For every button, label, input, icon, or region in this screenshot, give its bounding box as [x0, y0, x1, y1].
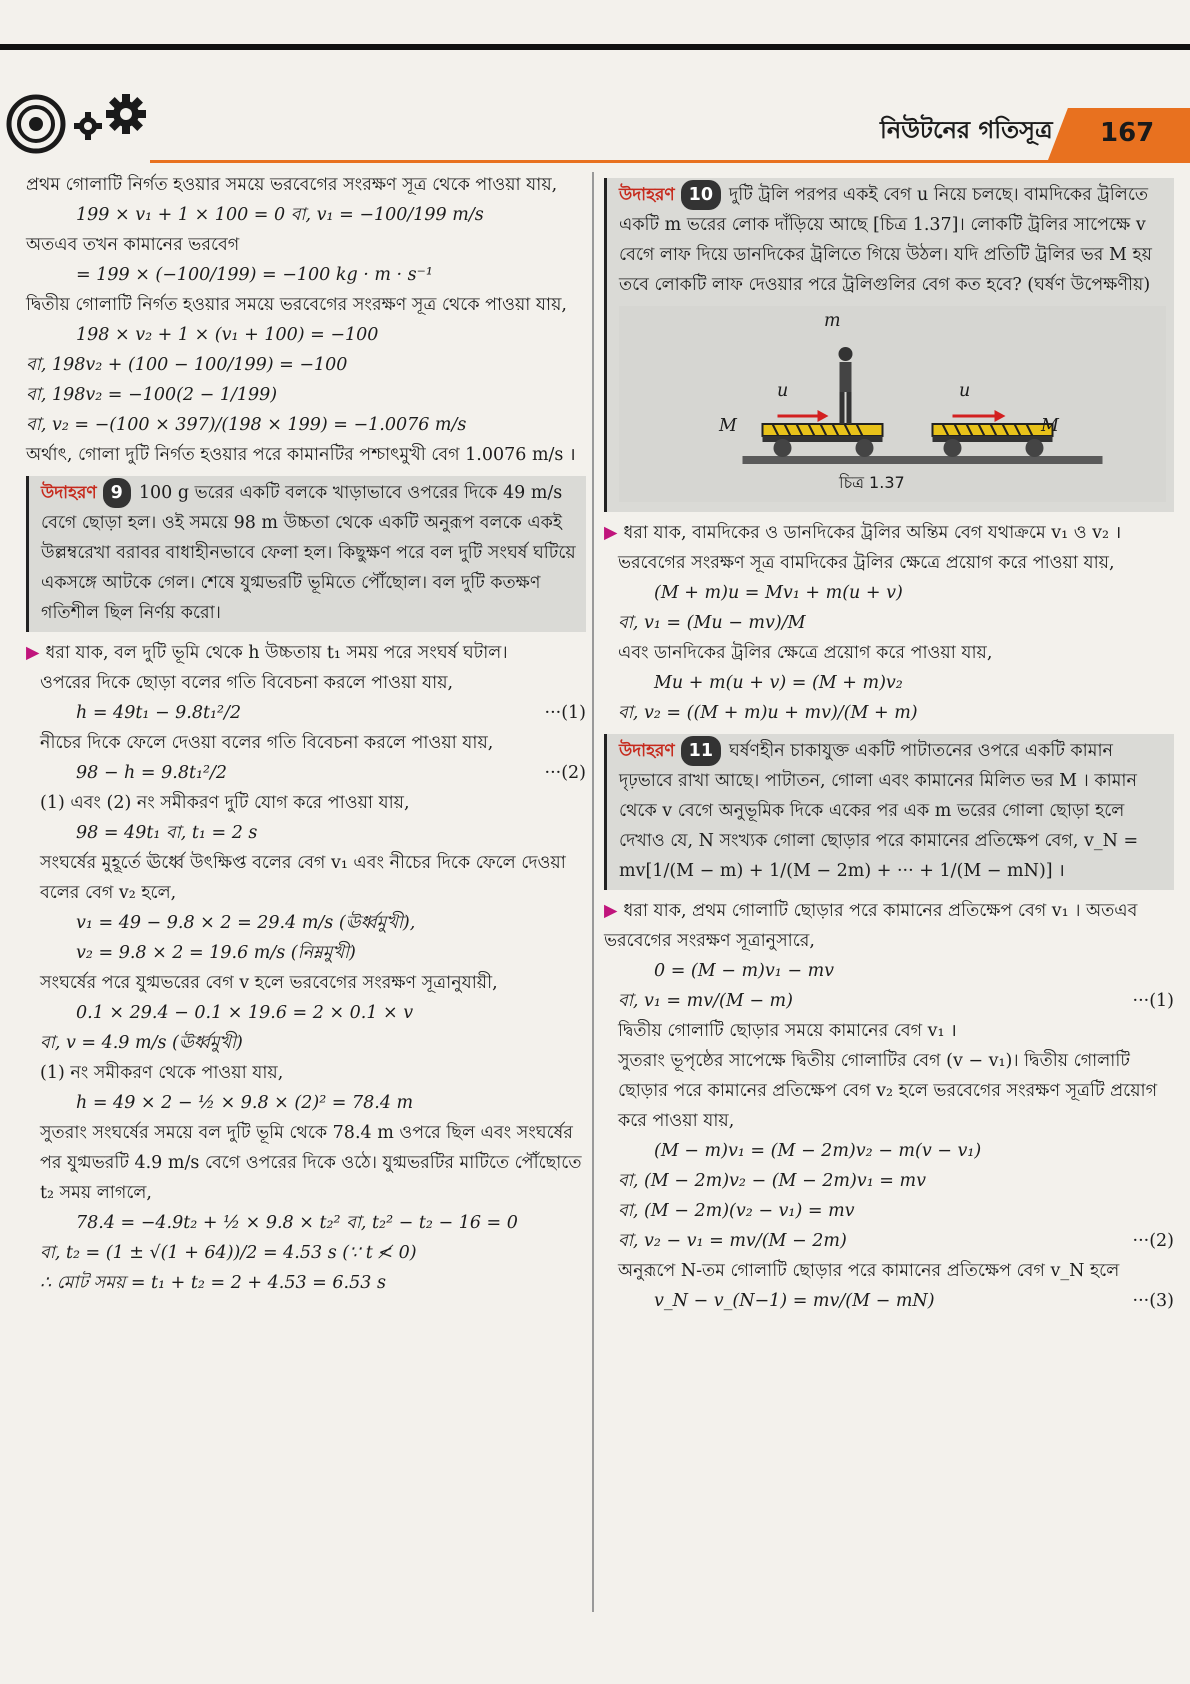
example-label: উদাহরণ [41, 483, 97, 503]
example-text: দুটি ট্রলি পরপর একই বেগ u নিয়ে চলছে। বামদিকের ট্রলিতে একটি m ভরের লোক দাঁড়িয়ে আছে [চিত্র 1.37]। লোকটি ট্রলির সাপেক্ষে v বেগে লাফ দিয়ে ডানদিকের ট্রলিতে গিয়ে উঠল। যদি প্রতিটি ট্রলির ভর M হয় তবে লোকটি লাফ দেওয়ার পরে ট্রলিগুলির বেগ কত হবে? (ঘর্ষণ উপেক্ষণীয়) [619, 185, 1152, 295]
paragraph: প্রথম গোলাটি নির্গত হওয়ার সময়ে ভরবেগের সংরক্ষণ সূত্র থেকে পাওয়া যায়, [26, 175, 558, 195]
header-rule [150, 160, 1190, 163]
paragraph: অর্থাৎ, গোলা দুটি নির্গত হওয়ার পরে কামানটির পশ্চাৎমুখী বেগ 1.0076 m/s । [26, 445, 576, 465]
example-text: 100 g ভরের একটি বলকে খাড়াভাবে ওপরের দিকে 49 m/s বেগে ছোড়া হল। ওই সময়ে 98 m উচ্চতা থেকে একটি অনুরূপ বলকে একই উল্লম্বরেখা বরাবর বাধাহীনভাবে ফেলা হল। কিছুক্ষণ পরে বল দুটি সংঘর্ষ ঘটিয়ে একসঙ্গে আটকে গেল। শেষে যুগ্মভরটি ভূমিতে পৌঁছোল। বল দুটি কতক্ষণ গতিশীল ছিল নির্ণয় করো। [41, 483, 576, 623]
paragraph: ওপরের দিকে ছোড়া বলের গতি বিবেচনা করলে পাওয়া যায়, [40, 673, 454, 693]
column-divider [592, 172, 594, 1612]
equation: h = 49t₁ − 9.8t₁²/2 [76, 703, 242, 723]
equation: Mu + m(u + v) = (M + m)v₂ [654, 673, 903, 693]
figure-label-m: m [824, 311, 841, 331]
equation: বা, t₂ = (1 ± √(1 + 64))/2 = 4.53 s (∵ t ≮ 0) [40, 1243, 417, 1263]
figure-label-u-right: u [959, 381, 971, 401]
equation: বা, 198v₂ + (100 − 100/199) = −100 [26, 355, 348, 375]
paragraph: ধরা যাক, বল দুটি ভূমি থেকে h উচ্চতায় t₁ সময় পরে সংঘর্ষ ঘটাল। [45, 643, 508, 663]
equation: বা, (M − 2m)(v₂ − v₁) = mv [618, 1201, 855, 1221]
paragraph: ধরা যাক, বামদিকের ও ডানদিকের ট্রলির অন্তিম বেগ যথাক্রমে v₁ ও v₂ । [623, 523, 1122, 543]
paragraph: দ্বিতীয় গোলাটি নির্গত হওয়ার সময়ে ভরবেগের সংরক্ষণ সূত্র থেকে পাওয়া যায়, [26, 295, 567, 315]
paragraph: সংঘর্ষের মুহূর্তে ঊর্ধ্বে উৎক্ষিপ্ত বলের বেগ v₁ এবং নীচের দিকে ফেলে দেওয়া বলের বেগ v₂ হলে, [40, 853, 566, 903]
equation: 78.4 = −4.9t₂ + ½ × 9.8 × t₂² বা, t₂² − t₂ − 16 = 0 [76, 1213, 518, 1233]
equation: বা, v₂ − v₁ = mv/(M − 2m) [618, 1231, 847, 1251]
example-label: উদাহরণ [619, 185, 675, 205]
paragraph: নীচের দিকে ফেলে দেওয়া বলের গতি বিবেচনা করলে পাওয়া যায়, [40, 733, 494, 753]
figure-label-M-right: M [1041, 416, 1059, 436]
equation: v₂ = 9.8 × 2 = 19.6 m/s (নিম্নমুখী) [76, 943, 356, 963]
equation: ∴ মোট সময় = t₁ + t₂ = 2 + 4.53 = 6.53 s [40, 1273, 386, 1293]
equation: 198 × v₂ + 1 × (v₁ + 100) = −100 [76, 325, 379, 345]
equation-number: ···(2) [1132, 1231, 1174, 1251]
triangle-bullet-icon: ▶ [26, 643, 40, 663]
top-edge-rule [0, 44, 1190, 50]
example-label: উদাহরণ [619, 741, 675, 761]
equation: (M − m)v₁ = (M − 2m)v₂ − m(v − v₁) [654, 1141, 982, 1161]
equation: 98 = 49t₁ বা, t₁ = 2 s [76, 823, 258, 843]
equation: বা, (M − 2m)v₂ − (M − 2m)v₁ = mv [618, 1171, 926, 1191]
equation: বা, v₂ = −(100 × 397)/(198 × 199) = −1.0076 m/s [26, 415, 467, 435]
paragraph: ধরা যাক, প্রথম গোলাটি ছোড়ার পরে কামানের প্রতিক্ষেপ বেগ v₁ । অতএব ভরবেগের সংরক্ষণ সূত্রানুসারে, [604, 901, 1138, 951]
paragraph: অতএব তখন কামানের ভরবেগ [26, 235, 240, 255]
example-number: 10 [681, 180, 721, 210]
example-number: 9 [103, 478, 131, 508]
paragraph: এবং ডানদিকের ট্রলির ক্ষেত্রে প্রয়োগ করে পাওয়া যায়, [618, 643, 993, 663]
equation: 199 × v₁ + 1 × 100 = 0 বা, v₁ = −100/199 m/s [76, 205, 484, 225]
paragraph: (1) নং সমীকরণ থেকে পাওয়া যায়, [40, 1063, 284, 1083]
example-text: ঘর্ষণহীন চাকাযুক্ত একটি পাটাতনের ওপরে একটি কামান দৃঢ়ভাবে রাখা আছে। পাটাতন, গোলা এবং কামানের মিলিত ভর M । কামান থেকে v বেগে অনুভূমিক দিকে একের পর এক m ভরের গোলা ছোড়া হলে দেখাও যে, N সংখ্যক গোলা ছোড়ার পরে কামানের প্রতিক্ষেপ বেগ, v_N = mv[1/(M − m) + 1/(M − 2m) + ··· + 1/(M − mN)] । [619, 741, 1139, 881]
triangle-bullet-icon: ▶ [604, 523, 618, 543]
paragraph: ভরবেগের সংরক্ষণ সূত্র বামদিকের ট্রলির ক্ষেত্রে প্রয়োগ করে পাওয়া যায়, [618, 553, 1115, 573]
paragraph: সুতরাং সংঘর্ষের সময়ে বল দুটি ভূমি থেকে 78.4 m ওপরে ছিল এবং সংঘর্ষের পর যুগ্মভরটি 4.9 m/s বেগে ওপরের দিকে ওঠে। যুগ্মভরটির মাটিতে পৌঁছোতে t₂ সময় লাগলে, [40, 1123, 582, 1203]
equation: 0.1 × 29.4 − 0.1 × 19.6 = 2 × 0.1 × v [76, 1003, 414, 1023]
figure-caption: চিত্র 1.37 [839, 473, 905, 492]
figure-label-u-left: u [777, 381, 789, 401]
left-column [26, 170, 586, 1298]
right-column [604, 172, 1174, 1316]
figure-label-M-left: M [719, 416, 737, 436]
example-number: 11 [681, 736, 721, 766]
paragraph: সুতরাং ভূপৃষ্ঠের সাপেক্ষে দ্বিতীয় গোলাটির বেগ (v − v₁)। দ্বিতীয় গোলাটি ছোড়ার পরে কামানের প্রতিক্ষেপ বেগ v₂ হলে ভরবেগের সংরক্ষণ সূত্রটি প্রয়োগ করে পাওয়া যায়, [618, 1051, 1158, 1131]
paragraph: (1) এবং (2) নং সমীকরণ দুটি যোগ করে পাওয়া যায়, [40, 793, 410, 813]
page-number: 167 [1100, 118, 1155, 148]
equation: বা, 198v₂ = −100(2 − 1/199) [26, 385, 278, 405]
equation: বা, v₁ = mv/(M − m) [618, 991, 793, 1011]
figure-1-37 [619, 306, 1166, 502]
equation: 0 = (M − m)v₁ − mv [654, 961, 835, 981]
paragraph: দ্বিতীয় গোলাটি ছোড়ার সময়ে কামানের বেগ v₁ । [618, 1021, 957, 1041]
paragraph: সংঘর্ষের পরে যুগ্মভরের বেগ v হলে ভরবেগের সংরক্ষণ সূত্রানুযায়ী, [40, 973, 498, 993]
equation: v₁ = 49 − 9.8 × 2 = 29.4 m/s (ঊর্ধ্বমুখী), [76, 913, 416, 933]
example-9-box [26, 476, 586, 632]
equation: 98 − h = 9.8t₁²/2 [76, 763, 228, 783]
triangle-bullet-icon: ▶ [604, 901, 618, 921]
equation: বা, v = 4.9 m/s (ঊর্ধ্বমুখী) [40, 1033, 243, 1053]
equation-number: ···(1) [1132, 991, 1174, 1011]
physics-gears-icon [6, 92, 156, 156]
equation-number: ···(1) [544, 703, 586, 723]
equation: h = 49 × 2 − ½ × 9.8 × (2)² = 78.4 m [76, 1093, 414, 1113]
paragraph: অনুরূপে N-তম গোলাটি ছোড়ার পরে কামানের প্রতিক্ষেপ বেগ v_N হলে [618, 1261, 1120, 1281]
equation: = 199 × (−100/199) = −100 kg · m · s⁻¹ [76, 265, 433, 285]
equation: বা, v₂ = ((M + m)u + mv)/(M + m) [618, 703, 918, 723]
equation: v_N − v_(N−1) = mv/(M − mN) [654, 1291, 935, 1311]
example-11-box [604, 734, 1174, 890]
example-10-box [604, 178, 1174, 512]
equation-number: ···(3) [1132, 1291, 1174, 1311]
equation-number: ···(2) [544, 763, 586, 783]
equation: (M + m)u = Mv₁ + m(u + v) [654, 583, 903, 603]
equation: বা, v₁ = (Mu − mv)/M [618, 613, 806, 633]
chapter-title: নিউটনের গতিসূত্র [880, 116, 1053, 144]
